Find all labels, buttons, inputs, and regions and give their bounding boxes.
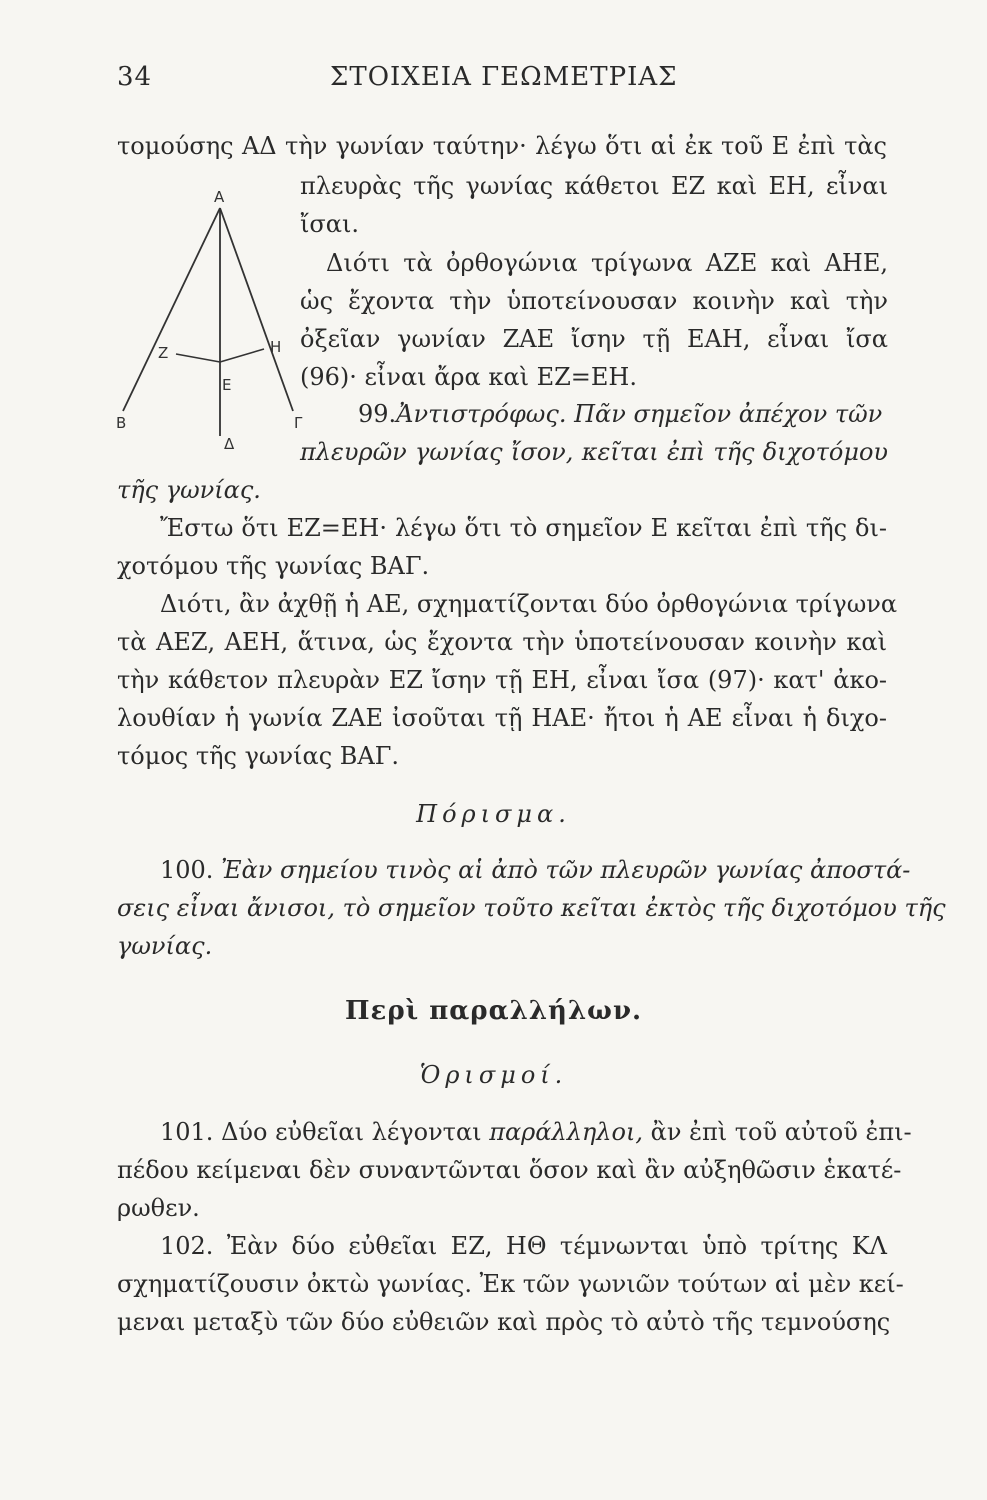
text-line: τόμος τῆς γωνίας ΒΑΓ.: [117, 742, 400, 770]
text-line: (96)· εἶναι ἄρα καὶ ΕΖ=ΕΗ.: [300, 363, 637, 391]
paragraph-number: 102.: [160, 1232, 214, 1260]
text-line: πέδου κείμεναι δὲν συναντῶνται ὅσον καὶ ἂν αὐξηθῶσιν ἑκατέ-: [117, 1156, 902, 1184]
text-span: ἂν ἐπὶ τοῦ αὐτοῦ ἐπι-: [650, 1118, 912, 1146]
text-line: ὀξεῖαν γωνίαν ΖΑΕ ἴσην τῇ ΕΑΗ, εἶναι ἴσα: [300, 325, 888, 353]
text-line: πλευρῶν γωνίας ἴσον, κεῖται ἐπὶ τῆς διχοτόμου: [300, 438, 888, 466]
running-title: ΣΤΟΙΧΕΙΑ ΓΕΩΜΕΤΡΙΑΣ: [330, 62, 678, 92]
text-line: τὴν κάθετον πλευρὰν ΕΖ ἴσην τῇ ΕΗ, εἶναι ἴσα (97)· κατ' ἀκο-: [117, 666, 887, 694]
paragraph-number: 99.: [358, 400, 397, 428]
paragraph-number: 101.: [160, 1118, 214, 1146]
theorem-label: Ἀντιστρόφως.: [396, 400, 567, 428]
label-b: Β: [116, 414, 127, 432]
text-line: ὡς ἔχοντα τὴν ὑποτείνουσαν κοινὴν καὶ τὴν: [300, 287, 888, 315]
text-line: λουθίαν ἡ γωνία ΖΑΕ ἰσοῦται τῇ ΗΑΕ· ἤτοι ἡ ΑΕ εἶναι ἡ διχο-: [117, 704, 887, 732]
text-line: μεναι μεταξὺ τῶν δύο εὐθειῶν καὶ πρὸς τὸ αὐτὸ τῆς τεμνούσης: [117, 1308, 891, 1336]
text-line: ρωθεν.: [117, 1194, 200, 1222]
theorem-text: Πᾶν σημεῖον ἀπέχον τῶν: [574, 400, 883, 428]
text-span: Δύο εὐθεῖαι λέγονται: [221, 1118, 482, 1146]
section-title: Περὶ παραλλήλων.: [344, 996, 643, 1026]
perpendicular-ez-line: [176, 354, 220, 362]
label-z: Ζ: [158, 344, 169, 362]
text-line: σεις εἶναι ἄνισοι, τὸ σημεῖον τοῦτο κεῖται ἐκτὸς τῆς διχοτόμου τῆς: [117, 894, 946, 922]
paragraph-number: 100.: [160, 856, 214, 884]
angle-bisector-figure: [116, 166, 303, 466]
porisma-text: Ἐὰν σημείου τινὸς αἱ ἀπὸ τῶν πλευρῶν γωνίας ἀποστά-: [221, 856, 911, 884]
label-e: Ε: [222, 376, 232, 394]
text-span: Ἐὰν δύο εὐθεῖαι ΕΖ, ΗΘ τέμνωνται ὑπὸ τρίτης ΚΛ: [226, 1232, 887, 1260]
paragraph-99-line: [358, 402, 882, 426]
label-a: Α: [214, 188, 225, 206]
perpendicular-eh-line: [220, 349, 264, 362]
text-line: Διότι τὰ ὀρθογώνια τρίγωνα ΑΖΕ καὶ ΑΗΕ,: [326, 249, 888, 277]
porisma-heading: Πόρισμα.: [416, 800, 571, 828]
paragraph-101-line: [160, 1118, 912, 1146]
porisma-line: [160, 856, 911, 884]
text-line: χοτόμου τῆς γωνίας ΒΑΓ.: [117, 552, 430, 580]
section-subtitle: Ὁρισμοί.: [419, 1061, 568, 1089]
defined-term: παράλληλοι,: [489, 1118, 643, 1146]
text-line: ἴσαι.: [300, 210, 360, 238]
text-line: τὰ ΑΕΖ, ΑΕΗ, ἅτινα, ὡς ἔχοντα τὴν ὑποτείνουσαν κοινὴν καὶ: [117, 628, 887, 656]
text-line: Διότι, ἂν ἀχθῇ ἡ ΑΕ, σχηματίζονται δύο ὀρθογώνια τρίγωνα: [160, 590, 898, 618]
text-line: Ἔστω ὅτι ΕΖ=ΕΗ· λέγω ὅτι τὸ σημεῖον Ε κεῖται ἐπὶ τῆς δι-: [160, 514, 887, 542]
text-line: γωνίας.: [117, 932, 213, 960]
page-number: 34: [117, 62, 153, 92]
text-line: πλευρὰς τῆς γωνίας κάθετοι ΕΖ καὶ ΕΗ, εἶναι: [300, 172, 888, 200]
text-line: τομούσης ΑΔ τὴν γωνίαν ταύτην· λέγω ὅτι αἱ ἐκ τοῦ Ε ἐπὶ τὰς: [117, 132, 887, 160]
text-line: σχηματίζουσιν ὀκτὼ γωνίας. Ἐκ τῶν γωνιῶν τούτων αἱ μὲν κεί-: [117, 1270, 904, 1298]
paragraph-102-line: [160, 1234, 887, 1258]
label-h: Η: [270, 338, 282, 356]
text-line: τῆς γωνίας.: [117, 476, 261, 504]
label-d: Δ: [224, 435, 235, 453]
side-ab-line: [123, 208, 220, 411]
label-g: Γ: [294, 414, 303, 432]
